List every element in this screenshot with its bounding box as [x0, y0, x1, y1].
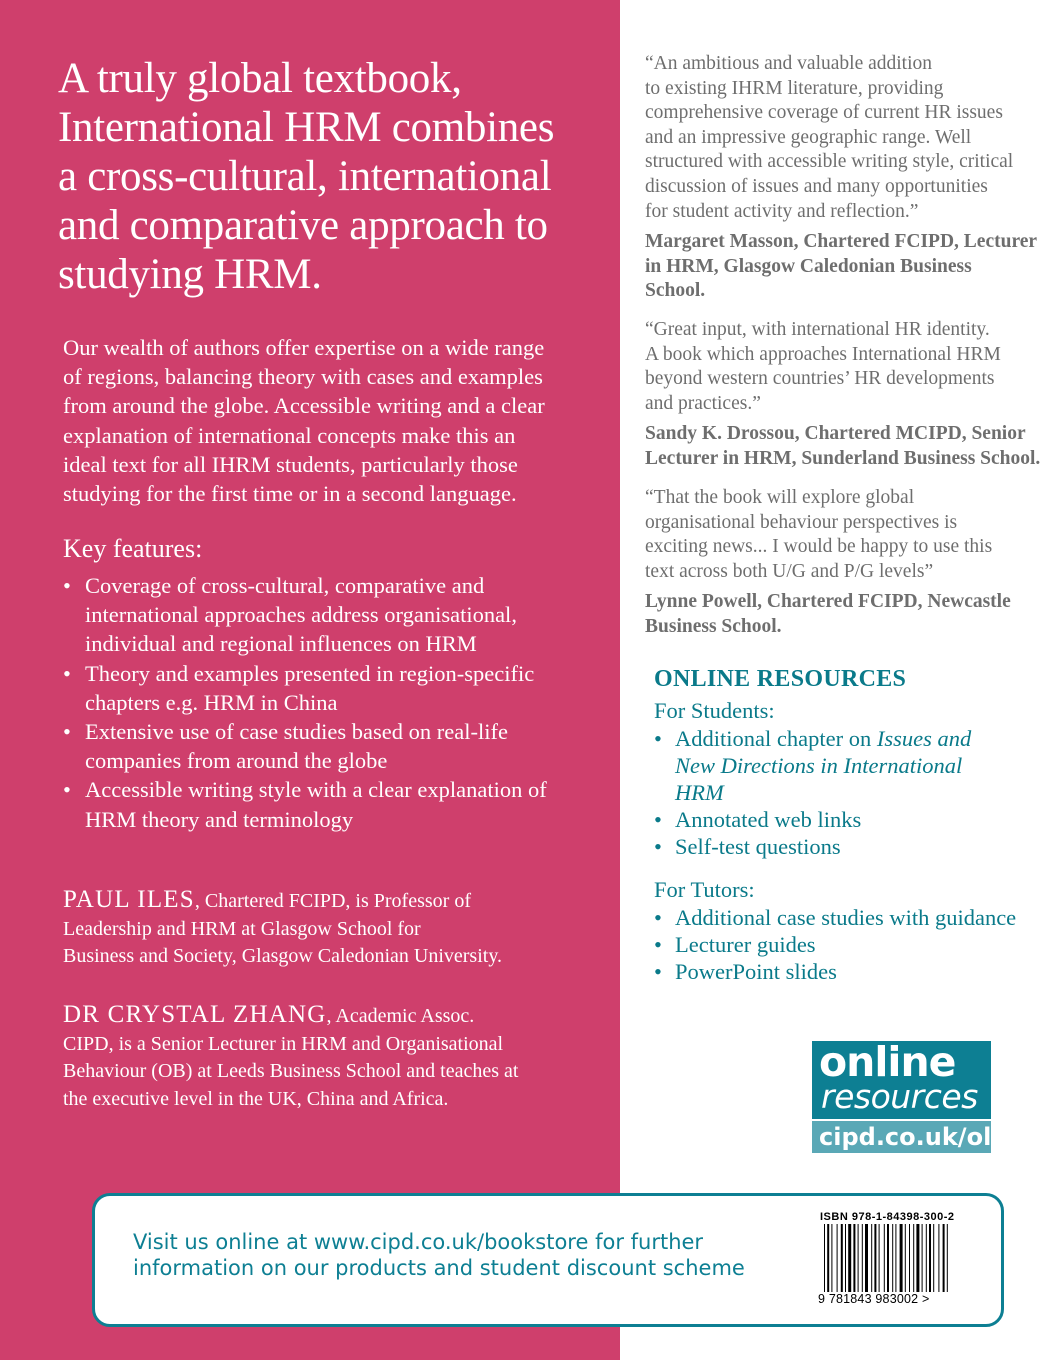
key-feature-item: [63, 659, 603, 717]
quote-line: discussion of issues and many opportunities: [645, 175, 988, 197]
attribution-line: Margaret Masson, Chartered FCIPD, Lecturer: [645, 231, 1038, 253]
isbn-label: ISBN 978-1-84398-300-2: [820, 1211, 955, 1223]
attribution-line: Lynne Powell, Chartered FCIPD, Newcastle: [645, 591, 1011, 613]
quote-text: [645, 52, 1025, 224]
headline-line: studying HRM.: [58, 251, 322, 298]
author-name: PAUL ILES: [63, 886, 195, 913]
bullet-icon: •: [63, 719, 71, 745]
quote-attribution: [645, 422, 1041, 471]
quote-line: structured with accessible writing style, critical: [645, 151, 1014, 173]
key-features-list: [63, 571, 603, 834]
headline-line: A truly global textbook,: [58, 55, 462, 102]
key-feature-item: [63, 571, 603, 659]
online-resources-section: [654, 664, 1024, 985]
quote-text: [645, 486, 1025, 584]
footer-line: information on our products and student discount scheme: [133, 1256, 745, 1280]
quote-attribution: [645, 590, 1025, 639]
resource-item: [654, 806, 1024, 833]
badge-top: [812, 1038, 991, 1117]
quote-line: comprehensive coverage of current HR issues: [645, 102, 1003, 124]
intro-line: studying for the first time or in a second language.: [63, 481, 517, 507]
headline-line: a cross-cultural, international: [58, 153, 552, 200]
resource-title-italic: HRM: [675, 780, 724, 805]
resource-line: [675, 752, 1024, 779]
bullet-icon: •: [63, 573, 71, 598]
quote-text: [645, 318, 1025, 416]
key-feature-line: Coverage of cross-cultural, comparative and: [85, 573, 485, 598]
bullet-icon: •: [63, 777, 71, 803]
key-feature-line: Theory and examples presented in region-specific: [85, 660, 535, 686]
quote-line: “Great input, with international HR identity.: [645, 319, 990, 340]
quote-line: “That the book will explore global: [645, 487, 915, 508]
bullet-icon: •: [654, 959, 662, 984]
quote-line: organisational behaviour perspectives is: [645, 511, 958, 533]
resource-line: Annotated web links: [675, 807, 862, 832]
students-heading: For Students:: [654, 698, 775, 723]
quote-line: text across both U/G and P/G levels”: [645, 560, 934, 582]
author-bio-line: CIPD, is a Senior Lecturer in HRM and Organisational: [63, 1032, 504, 1055]
headline-line: and comparative approach to: [58, 202, 548, 249]
badge-url-strip: [812, 1121, 1004, 1153]
key-feature-line: Accessible writing style with a clear explanation of: [85, 777, 547, 803]
intro-paragraph: [63, 333, 603, 508]
resource-title-italic: Issues and: [876, 726, 972, 751]
review-quote-drossou: [645, 318, 1041, 472]
key-features-heading: Key features:: [63, 534, 203, 563]
author-bio-crystal-zhang: [63, 1001, 603, 1113]
resource-line: Lecturer guides: [675, 932, 816, 957]
attribution-line: Lecturer in HRM, Sunderland Business School.: [645, 447, 1041, 469]
review-quote-powell: [645, 486, 1025, 640]
bullet-icon: •: [63, 660, 71, 686]
author-bio-line: Leadership and HRM at Glasgow School for: [63, 917, 421, 940]
key-feature-line: companies from around the globe: [85, 748, 388, 774]
intro-line: of regions, balancing theory with cases and examples: [63, 364, 543, 390]
attribution-line: Business School.: [645, 615, 782, 637]
badge-url: cipd.co.uk/olr: [819, 1123, 1004, 1151]
resource-item: [654, 725, 1024, 806]
review-quote-masson: [645, 52, 1038, 304]
resource-item: [654, 931, 1024, 958]
key-feature-line: HRM theory and terminology: [85, 806, 354, 832]
author-name: DR CRYSTAL ZHANG: [63, 1001, 327, 1028]
quote-line: to existing IHRM literature, providing: [645, 77, 944, 99]
resource-line: Additional case studies with guidance: [675, 905, 1017, 930]
online-resources-title: ONLINE RESOURCES: [654, 666, 907, 692]
quote-attribution: [645, 230, 1038, 304]
badge-word-online: online: [819, 1038, 956, 1086]
students-resource-list: [654, 725, 1024, 860]
attribution-line: School.: [645, 280, 706, 302]
key-feature-item: [63, 775, 603, 833]
quote-line: exciting news... I would be happy to use this: [645, 536, 993, 558]
tutors-heading: For Tutors:: [654, 877, 755, 902]
badge-word-resources: resources: [821, 1077, 978, 1116]
author-bio-text: , Academic Assoc.: [326, 1005, 475, 1027]
tutors-resource-list: [654, 904, 1024, 985]
resource-line: Self-test questions: [675, 834, 841, 859]
quote-line: beyond western countries’ HR developments: [645, 368, 995, 390]
headline: [58, 54, 598, 299]
author-bio-line: Business and Society, Glasgow Caledonian University.: [63, 945, 503, 967]
footer-text: [133, 1229, 745, 1281]
key-feature-line: international approaches address organisational,: [85, 602, 517, 628]
footer-line: Visit us online at www.cipd.co.uk/bookstore for further: [133, 1230, 704, 1254]
key-feature-line: individual and regional influences on HRM: [85, 631, 477, 657]
author-bio-text: , Chartered FCIPD, is Professor of: [194, 890, 471, 912]
online-resources-badge: [812, 1038, 1004, 1153]
resource-item: [654, 833, 1024, 860]
resource-title-italic: New Directions in International: [675, 753, 963, 778]
barcode-icon: [822, 1224, 952, 1292]
bullet-icon: •: [654, 905, 662, 930]
resource-line: [675, 725, 1024, 752]
key-feature-line: chapters e.g. HRM in China: [85, 689, 338, 715]
bullet-icon: •: [654, 726, 662, 751]
bullet-icon: •: [654, 834, 662, 859]
bullet-icon: •: [654, 807, 662, 832]
resource-line: PowerPoint slides: [675, 959, 837, 984]
resource-item: [654, 958, 1024, 985]
attribution-line: Sandy K. Drossou, Chartered MCIPD, Senior: [645, 423, 1026, 445]
attribution-line: in HRM, Glasgow Caledonian Business: [645, 255, 972, 277]
quote-line: A book which approaches International HRM: [645, 343, 1001, 365]
quote-line: and an impressive geographic range. Well: [645, 126, 972, 148]
quote-line: “An ambitious and valuable addition: [645, 53, 933, 74]
key-feature-line: Extensive use of case studies based on real-life: [85, 719, 508, 745]
author-bio-first-line: [63, 1001, 603, 1031]
barcode-digits: 9 781843 983002 >: [818, 1292, 930, 1306]
resource-item: [654, 904, 1024, 931]
author-bio-paul-iles: [63, 886, 603, 971]
author-bio-line: Behaviour (OB) at Leeds Business School and teaches at: [63, 1060, 519, 1082]
key-feature-item: [63, 717, 603, 775]
bullet-icon: •: [654, 932, 662, 957]
intro-line: from around the globe. Accessible writing and a clear: [63, 393, 545, 419]
intro-line: explanation of international concepts make this an: [63, 422, 516, 448]
intro-line: ideal text for all IHRM students, particularly those: [63, 451, 518, 477]
quote-line: and practices.”: [645, 392, 761, 414]
author-bio-first-line: [63, 886, 603, 916]
headline-line: International HRM combines: [58, 104, 555, 151]
resource-line: [675, 779, 1024, 806]
author-bio-line: the executive level in the UK, China and Africa.: [63, 1087, 449, 1110]
resource-text: Additional chapter on: [675, 726, 877, 751]
quote-line: for student activity and reflection.”: [645, 200, 919, 222]
intro-line: Our wealth of authors offer expertise on a wide range: [63, 335, 545, 360]
